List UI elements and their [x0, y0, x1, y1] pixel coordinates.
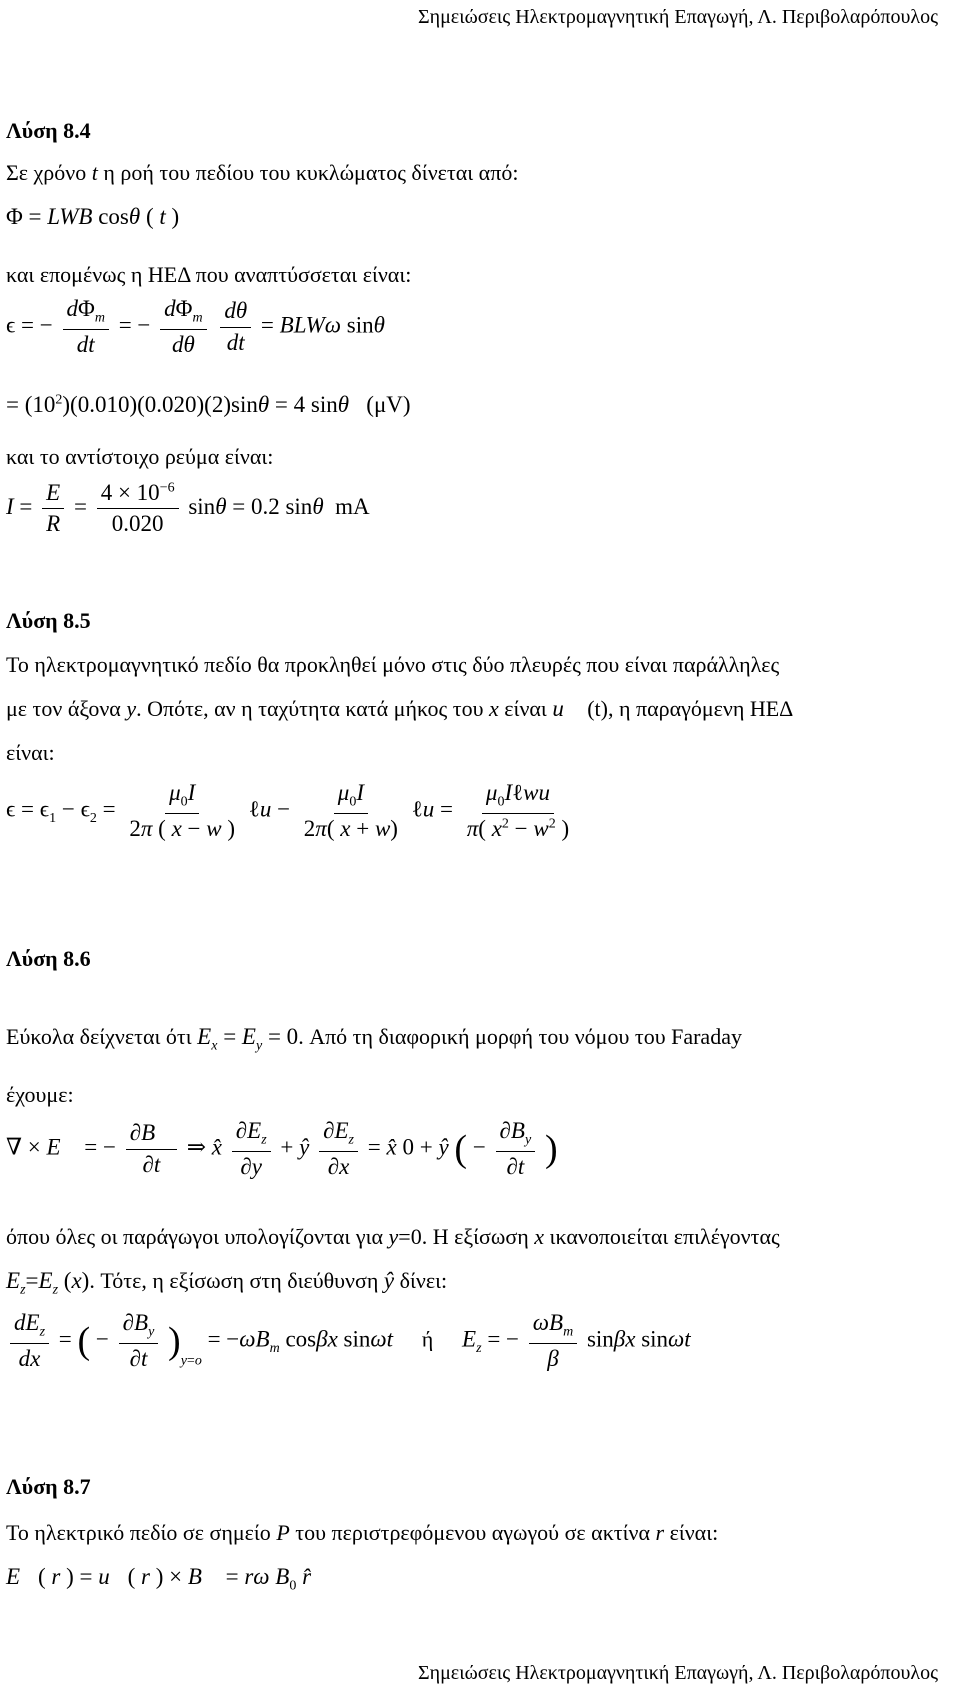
text: =0. Η εξίσωση	[398, 1224, 535, 1249]
equation-ez-solution: $\frac{dE_z}{dx}$ = ( − $\frac{\partial B_y}{\partial t}$ )$_{y=o} = -\omega B_m$ cosβx sinωt ή $E_z$ = − $\frac{\omega B_m}{\beta}$ sinβx sinωt	[6, 1310, 691, 1372]
text: ικανοποιείται επιλέγοντας	[544, 1224, 780, 1249]
or-word: ή	[421, 1326, 434, 1352]
text: t	[91, 160, 98, 185]
text: y	[388, 1224, 399, 1249]
equation-current: I = $\frac{E}{R}$ = $\frac{4 \times 10^{-6}}{0.020}$ sinθ = 0.2 sinθ mA	[6, 480, 370, 537]
section-title-8-7: Λύση 8.7	[6, 1474, 91, 1499]
paragraph	[6, 1268, 447, 1299]
text: δίνει:	[394, 1268, 448, 1293]
text: είναι	[498, 696, 553, 721]
paragraph: είναι:	[6, 740, 55, 765]
text: με τον άξονα	[6, 696, 127, 721]
text: είναι:	[664, 1520, 719, 1545]
text: y	[126, 696, 137, 721]
paragraph: και επομένως η ΗΕΔ που αναπτύσσεται είναι:	[6, 262, 412, 287]
unit-label: (μV)	[366, 392, 411, 417]
text: Σε χρόνο	[6, 160, 92, 185]
text: x	[489, 696, 499, 721]
text: x	[534, 1224, 545, 1249]
text: η ροή του πεδίου του κυκλώματος δίνεται από:	[97, 160, 519, 185]
inline-equation: $E_x = E_y = 0$	[197, 1024, 299, 1054]
text: Το ηλεκτρικό πεδίο σε σημείο	[6, 1520, 277, 1545]
text: όπου όλες οι παράγωγοι υπολογίζονται για	[6, 1224, 389, 1249]
text: του περιστρεφόμενου αγωγού σε ακτίνα	[289, 1520, 656, 1545]
section-title-8-4: Λύση 8.4	[6, 118, 91, 143]
section-title-8-5: Λύση 8.5	[6, 608, 91, 633]
section-title-8-6: Λύση 8.6	[6, 946, 91, 971]
text: r	[655, 1520, 665, 1545]
equation-flux: Φ = LWB cosθ ( t )	[6, 204, 180, 229]
text: (t), η παραγόμενη ΗΕΔ	[581, 696, 794, 721]
page-header: Σημειώσεις Ηλεκτρομαγνητική Επαγωγή, Λ. Περιβολαρόπουλος	[417, 6, 938, 28]
inline-equation: $E_z=E_z$ (x)	[6, 1268, 90, 1298]
equation-emf-value: = $(10^2)(0.010)(0.020)(2)\sin\theta = 4$ sinθ (μV)	[6, 392, 411, 417]
paragraph: έχουμε:	[6, 1082, 74, 1107]
text: Εύκολα δείχνεται ότι	[6, 1024, 198, 1049]
paragraph	[6, 696, 793, 722]
paragraph	[6, 1024, 742, 1055]
equation-emf: ϵ = − $\frac{d\Phi_m}{dt}$ = − $\frac{d\Phi_m}{d\theta}$ $\frac{d\theta}{dt}$ = BLWω sinθ	[6, 296, 385, 357]
text: . Από τη διαφορική μορφή του νόμου του Faraday	[298, 1024, 742, 1049]
paragraph	[6, 1520, 718, 1546]
velocity-vector: u⃗	[552, 696, 582, 721]
unit-vector-y: ŷ	[383, 1268, 395, 1293]
text: . Οπότε, αν η ταχύτητα κατά μήκος του	[136, 696, 490, 721]
paragraph: Το ηλεκτρομαγνητικό πεδίο θα προκληθεί μόνο στις δύο πλευρές που είναι παράλληλες	[6, 652, 780, 677]
equation-faraday-law: ∇ × E⃗ = − $\frac{\partial B⃗}{\partial t}$ ⇒ x̂ $\frac{\partial E_z}{\partial y}$ + ŷ $\frac{\partial E_z}{\partial x}$ = x̂ 0 + ŷ ( − $\frac{\partial B_y}{\partial t}$ )	[6, 1118, 558, 1179]
paragraph	[6, 160, 518, 186]
equation-emf-difference: $\epsilon = \epsilon_1 - \epsilon_2$ = $\frac{\mu_0I}{2\pi ( x - w )}$ ℓu − $\frac{\mu_0I}{2\pi( x + w)}$ ℓu = $\frac{\mu_0I\ell wu}{\pi( x^2 - w^2 )}$	[6, 780, 570, 841]
paragraph	[6, 1224, 780, 1250]
paragraph: και το αντίστοιχο ρεύμα είναι:	[6, 444, 274, 469]
equation-electric-field: E⃗( r ) = u⃗( r ) × B⃗ = rω $B_0$ r̂	[6, 1564, 312, 1594]
text: P	[276, 1520, 290, 1545]
text: . Τότε, η εξίσωση στη διεύθυνση	[89, 1268, 384, 1293]
unit-label: mA	[335, 494, 370, 520]
page-footer: Σημειώσεις Ηλεκτρομαγνητική Επαγωγή, Λ. Περιβολαρόπουλος	[417, 1662, 938, 1684]
